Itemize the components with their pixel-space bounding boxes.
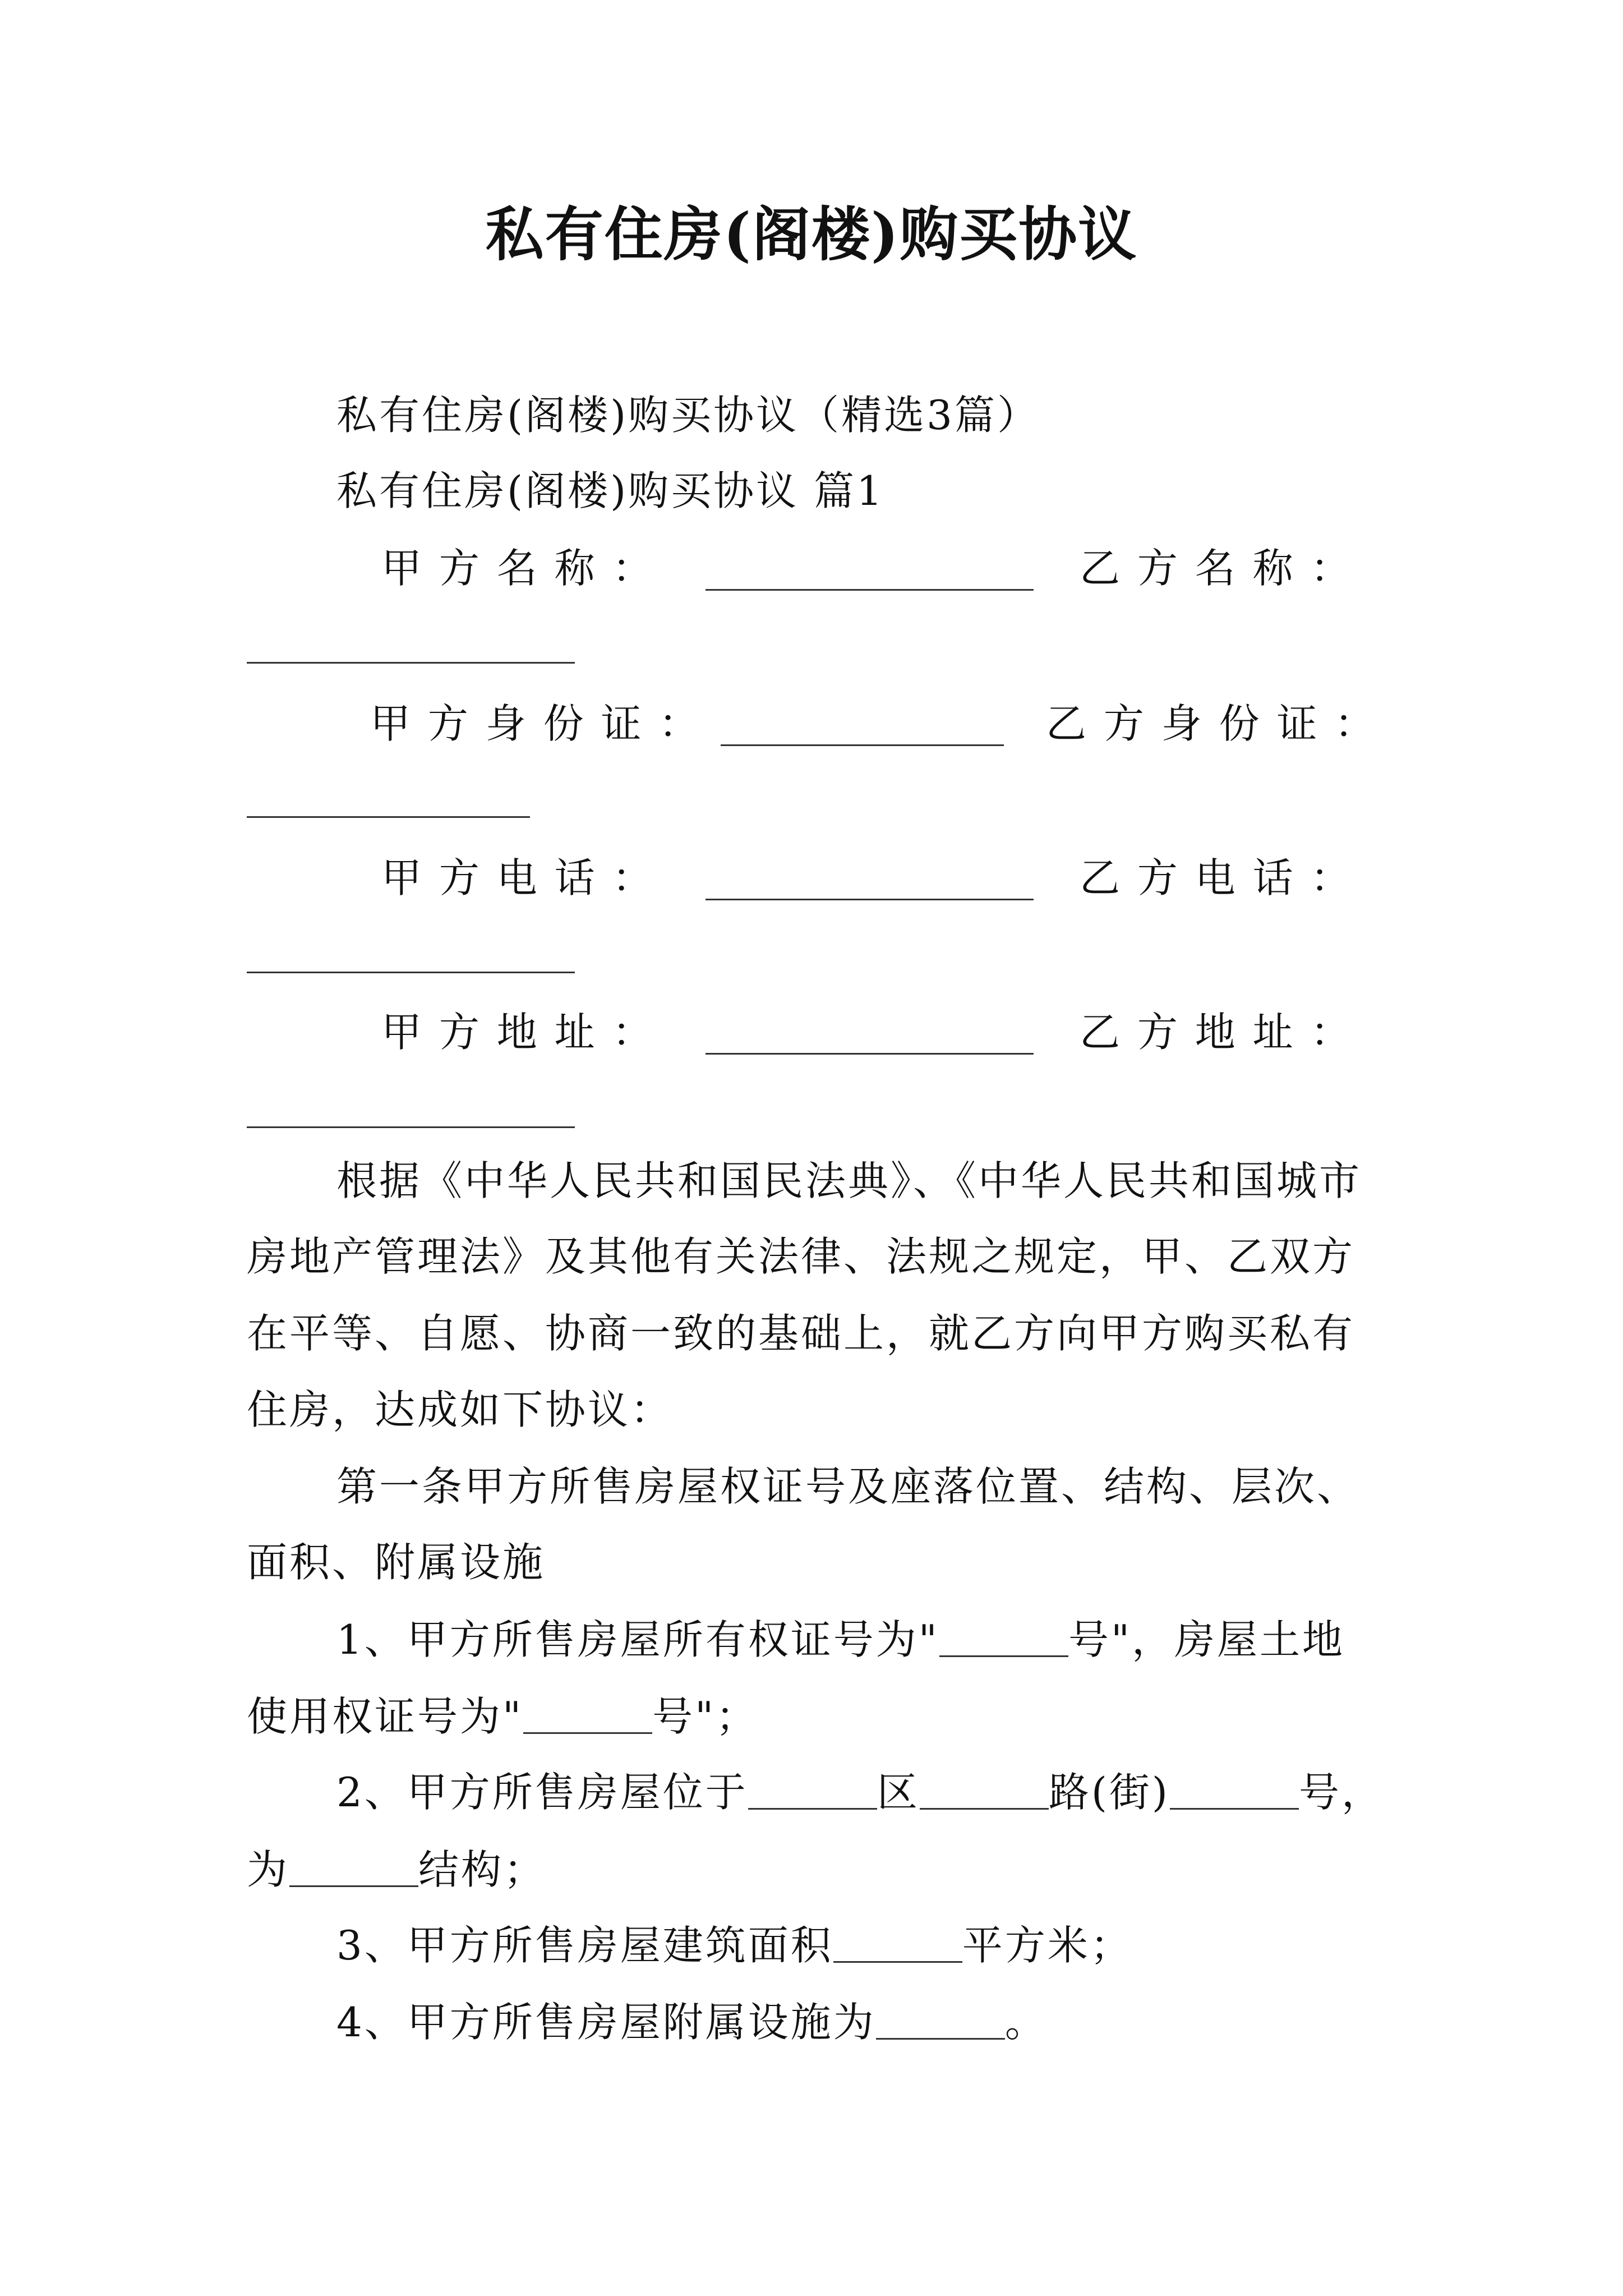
preamble-line-2: 房地产管理法》及其他有关法律、法规之规定，甲、乙双方 (247, 1233, 1355, 1280)
party-b-id-blank[interactable] (247, 816, 530, 818)
item-1-line-1 (336, 1609, 1345, 1671)
item-3-area-blank[interactable] (833, 1927, 962, 1963)
item-2-text-f: 结构； (418, 1846, 547, 1893)
party-a-phone-blank[interactable] (706, 899, 1034, 900)
party-a-address-blank[interactable] (706, 1053, 1034, 1055)
party-b-phone-blank[interactable] (247, 972, 575, 973)
party-b-name-blank[interactable] (247, 662, 575, 664)
party-a-name-label: 甲 方 名 称 ： (381, 545, 655, 592)
section-heading: 私有住房(阁楼)购买协议 篇1 (336, 467, 884, 514)
document-title: 私有住房(阁楼)购买协议 (485, 200, 1138, 269)
preamble-line-4: 住房，达成如下协议： (247, 1386, 674, 1433)
party-b-name-label: 乙 方 名 称 ： (1080, 545, 1353, 592)
item-4-line (336, 1991, 1048, 2053)
item-3-text-b: 平方米； (962, 1922, 1133, 1969)
item-1-land-certificate-blank[interactable] (523, 1699, 652, 1734)
item-3-text-a: 3、甲方所售房屋建筑面积 (336, 1922, 833, 1969)
preamble-line-1: 根据《中华人民共和国民法典》、《中华人民共和国城市 (336, 1157, 1362, 1204)
party-a-id-label: 甲 方 身 份 证 ： (370, 700, 702, 747)
party-b-address-blank[interactable] (247, 1126, 575, 1128)
item-2-text-b: 区 (877, 1769, 920, 1816)
subtitle: 私有住房(阁楼)购买协议（精选3篇） (336, 392, 1040, 439)
party-a-address-label: 甲 方 地 址 ： (381, 1009, 655, 1056)
item-2-line-1 (336, 1761, 1384, 1823)
item-1-certificate-blank[interactable] (939, 1622, 1068, 1657)
article-1-line-1: 第一条甲方所售房屋权证号及座落位置、结构、层次、 (336, 1463, 1360, 1510)
item-2-number-blank[interactable] (1170, 1774, 1299, 1810)
item-2-district-blank[interactable] (748, 1774, 877, 1810)
item-2-line-2 (247, 1839, 546, 1901)
item-2-text-d: 号， (1299, 1769, 1385, 1816)
preamble-line-3: 在平等、自愿、协商一致的基础上，就乙方向甲方购买私有 (247, 1310, 1355, 1357)
item-2-text-a: 2、甲方所售房屋位于 (336, 1769, 748, 1816)
party-b-phone-label: 乙 方 电 话 ： (1080, 854, 1353, 901)
item-4-text-a: 4、甲方所售房屋附属设施为 (336, 1999, 876, 2046)
item-1-text-a: 1、甲方所售房屋所有权证号为" (336, 1616, 939, 1663)
item-4-text-b: 。 (1004, 1999, 1048, 2046)
item-2-road-blank[interactable] (920, 1774, 1049, 1810)
party-a-name-blank[interactable] (706, 589, 1034, 591)
item-2-structure-blank[interactable] (289, 1852, 418, 1887)
item-2-text-c: 路(街) (1048, 1769, 1170, 1816)
party-b-id-label: 乙 方 身 份 证 ： (1046, 700, 1377, 747)
party-a-id-blank[interactable] (721, 744, 1004, 746)
item-4-facilities-blank[interactable] (876, 2004, 1005, 2040)
party-a-phone-label: 甲 方 电 话 ： (381, 854, 655, 901)
article-1-line-2: 面积、附属设施 (247, 1539, 546, 1586)
item-1-text-b: 号"，房屋土地 (1068, 1616, 1345, 1663)
item-1-line-2 (247, 1686, 758, 1747)
item-2-text-e: 为 (247, 1846, 290, 1893)
party-b-address-label: 乙 方 地 址 ： (1080, 1009, 1353, 1056)
item-3-line (336, 1915, 1133, 1976)
item-1-text-d: 号"； (652, 1693, 759, 1740)
item-1-text-c: 使用权证号为" (247, 1693, 524, 1740)
